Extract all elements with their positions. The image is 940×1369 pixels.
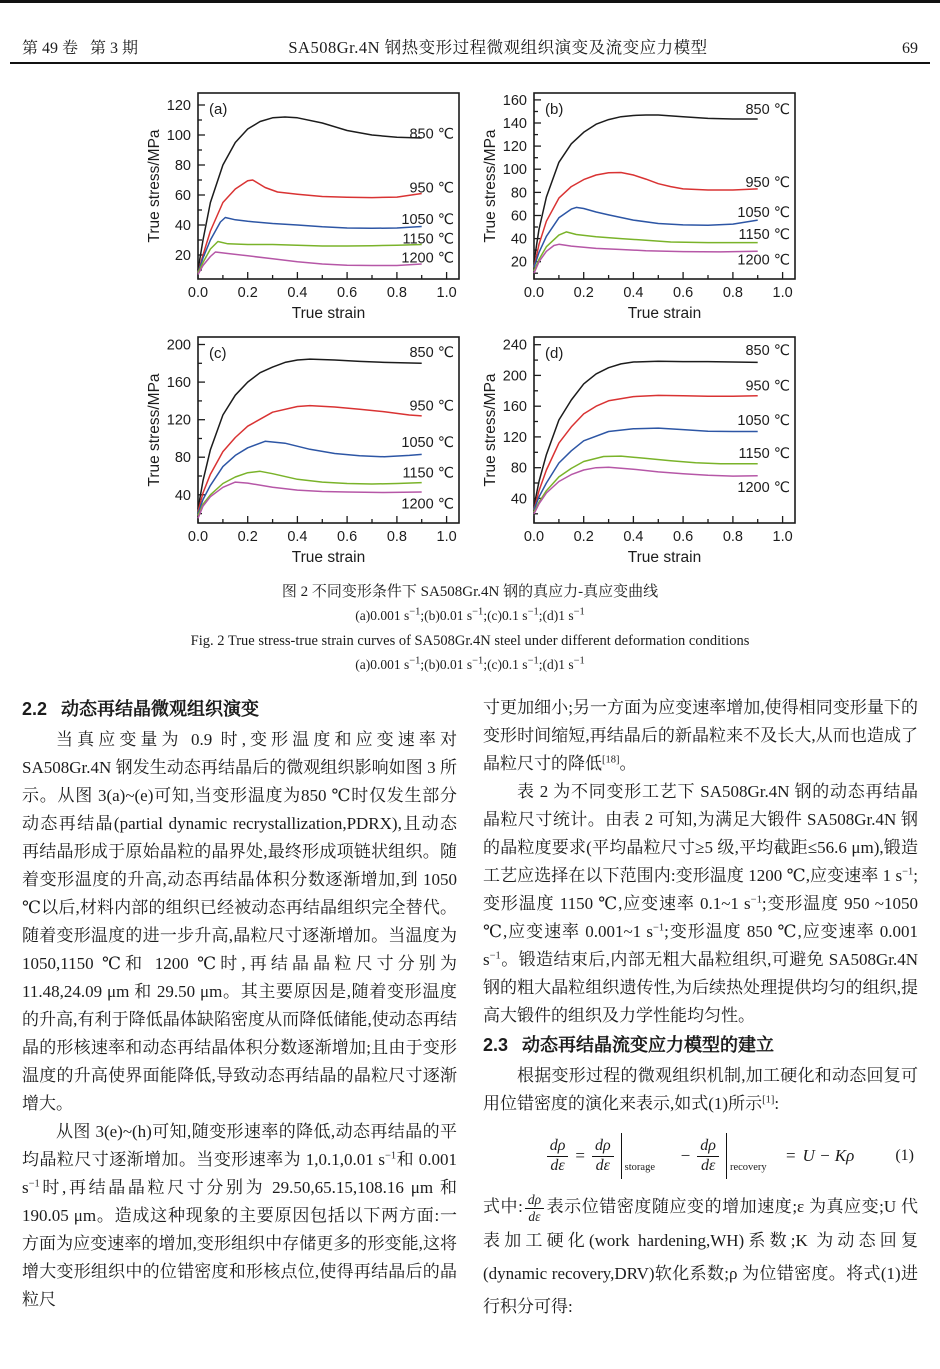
svg-text:0.8: 0.8 xyxy=(386,529,407,545)
figure-2-caption xyxy=(0,580,940,673)
svg-text:True strain: True strain xyxy=(627,549,702,566)
svg-text:60: 60 xyxy=(510,208,527,225)
svg-text:True strain: True strain xyxy=(627,305,702,322)
svg-text:160: 160 xyxy=(502,399,527,416)
svg-text:1200 ℃: 1200 ℃ xyxy=(401,250,454,267)
svg-text:1050 ℃: 1050 ℃ xyxy=(737,205,790,221)
svg-text:160: 160 xyxy=(166,375,191,392)
equation-1-body xyxy=(547,1133,855,1179)
section-2-2-heading xyxy=(22,694,457,724)
section-2-3-heading xyxy=(483,1030,918,1060)
paragraph: 表 2 为不同变形工艺下 SA508Gr.4N 钢的动态再结晶晶粒尺寸统计。由表 2 可知,为满足大锻件 SA508Gr.4N 钢的晶粒度要求(平均晶粒尺寸≥5 级,平均截距≤56.6 μm),锻造工艺应选择在以下范围内:变形温度 1200 ℃,应变速率 1 $s^{-1}$;变形温度 1150 ℃,应变速率 0.1~1 $s^{-1}$;变形温度 950 ~1050 ℃,应变速率 0.001~1 $s^{-1}$;变形温度 850 ℃,应变速率 0.001 $s^{-1}$。锻造结束后,内部无粗大晶粒组织,可避免 SA508Gr.4N 钢的粗大晶粒组织遗传性,为后续热处理提供均匀的组织,提高大锻件的组织及力学性能均匀性。 xyxy=(483,782,918,1025)
svg-text:1.0: 1.0 xyxy=(436,529,457,545)
svg-text:80: 80 xyxy=(510,460,527,477)
svg-text:(a): (a) xyxy=(209,101,228,118)
svg-text:1.0: 1.0 xyxy=(772,529,793,545)
equation-desc-rest: 表示位错密度随应变的增加速度;ε 为真应变;U 代表加工硬化(work hardening,WH)系数;K 为动态回复(dynamic recovery,DRV)软化系数;ρ 为位错密度。将式(1)进行积分可得: xyxy=(483,1197,918,1317)
svg-text:1150 ℃: 1150 ℃ xyxy=(402,465,454,482)
running-title: SA508Gr.4N 钢热变形过程微观组织演变及流变应力模型 xyxy=(288,38,708,57)
svg-text:850 ℃: 850 ℃ xyxy=(745,102,790,119)
equals-sign-2: = xyxy=(785,1146,796,1165)
svg-text:20: 20 xyxy=(174,248,191,264)
svg-text:40: 40 xyxy=(174,487,191,504)
svg-text:1200 ℃: 1200 ℃ xyxy=(737,252,790,269)
svg-text:950 ℃: 950 ℃ xyxy=(409,180,454,197)
svg-text:140: 140 xyxy=(502,116,527,132)
svg-text:0.0: 0.0 xyxy=(523,529,545,545)
svg-text:(d): (d) xyxy=(545,345,564,362)
svg-text:120: 120 xyxy=(502,429,527,446)
svg-text:1150 ℃: 1150 ℃ xyxy=(738,446,790,463)
svg-text:0.2: 0.2 xyxy=(573,285,594,301)
page-number: 69 xyxy=(902,40,918,57)
svg-text:1200 ℃: 1200 ℃ xyxy=(401,496,454,513)
section-2-3-title: 动态再结晶流变应力模型的建立 xyxy=(522,1035,775,1055)
svg-text:40: 40 xyxy=(510,231,527,248)
svg-text:True stress/MPa: True stress/MPa xyxy=(146,129,163,243)
svg-text:0.4: 0.4 xyxy=(623,285,644,301)
caption-conditions-zh: (a)0.001 $s^{-1};(b)0.01$ $s^{-1};(c)0.1$ $s^{-1};(d)1$ $s^{-1}$ xyxy=(355,606,585,623)
page-header xyxy=(22,34,918,58)
svg-text:120: 120 xyxy=(502,139,527,156)
svg-text:1200 ℃: 1200 ℃ xyxy=(737,479,790,496)
svg-text:200: 200 xyxy=(166,337,191,354)
svg-text:(c): (c) xyxy=(209,345,227,362)
equation-rhs: U − Kρ xyxy=(802,1146,855,1165)
equation-description xyxy=(483,1190,918,1323)
evaluated-at-recovery: recovery xyxy=(726,1133,779,1179)
svg-text:850 ℃: 850 ℃ xyxy=(745,343,790,360)
fraction-recovery: $\frac{d\rho}{d\varepsilon}$ xyxy=(697,1137,719,1175)
svg-text:950 ℃: 950 ℃ xyxy=(409,398,454,415)
chart-d-stress-strain xyxy=(482,330,804,567)
caption-en: Fig. 2 True stress-true strain curves of SA508Gr.4N steel under different deformation conditions xyxy=(190,633,750,649)
fraction-lhs: $\frac{d\rho}{d\varepsilon}$ xyxy=(547,1137,569,1175)
right-column xyxy=(483,694,918,1323)
svg-text:100: 100 xyxy=(502,162,527,179)
left-column xyxy=(22,694,457,1323)
svg-text:0.8: 0.8 xyxy=(722,285,743,301)
svg-text:100: 100 xyxy=(166,128,191,144)
svg-text:80: 80 xyxy=(174,158,191,174)
svg-text:0.6: 0.6 xyxy=(337,285,358,301)
svg-text:160: 160 xyxy=(502,92,527,109)
inline-fraction: $\frac{d\rho}{d\varepsilon}$ xyxy=(525,1192,544,1224)
svg-text:1.0: 1.0 xyxy=(436,285,457,301)
equation-number: (1) xyxy=(895,1147,914,1164)
svg-text:0.6: 0.6 xyxy=(673,285,694,301)
paragraph: 从图 3(e)~(h)可知,随变形速率的降低,动态再结晶的平均晶粒尺寸逐渐增加。当变形速率为 1,0.1,0.01 $s^{-1}$和 0.001 $s^{-1}$时,再结晶晶粒尺寸分别为 29.50,65.15,108.16 μm 和 190.05 μm。造成这种现象的主要原因包括以下两方面:一方面为应变速率的增加,变形组织中存储更多的形变能,这将增大变形组织中的位错密度和形核点位,使得再结晶后的晶粒尺 xyxy=(22,1122,458,1309)
svg-text:950 ℃: 950 ℃ xyxy=(745,378,790,395)
svg-text:1050 ℃: 1050 ℃ xyxy=(737,413,790,429)
svg-text:0.4: 0.4 xyxy=(287,285,308,301)
caption-zh: 图 2 不同变形条件下 SA508Gr.4N 钢的真应力-真应变曲线 xyxy=(281,584,659,600)
svg-text:0.0: 0.0 xyxy=(523,285,545,301)
svg-text:80: 80 xyxy=(510,185,527,202)
equals-sign: = xyxy=(575,1146,585,1165)
svg-text:80: 80 xyxy=(174,450,191,467)
svg-text:(b): (b) xyxy=(545,101,564,118)
section-2-2-number: 2.2 xyxy=(22,699,48,719)
svg-text:0.4: 0.4 xyxy=(623,529,644,545)
header-rule xyxy=(10,62,930,64)
fraction-storage: $\frac{d\rho}{d\varepsilon}$ xyxy=(592,1137,614,1175)
section-2-3-number: 2.3 xyxy=(483,1035,509,1055)
section-2-2-title: 动态再结晶微观组织演变 xyxy=(61,699,260,719)
figure-2-charts xyxy=(146,86,804,567)
svg-text:1050 ℃: 1050 ℃ xyxy=(401,435,454,452)
caption-conditions-en: (a)0.001 $s^{-1};(b)0.01$ $s^{-1};(c)0.1$ $s^{-1};(d)1$ $s^{-1}$ xyxy=(355,655,585,672)
body-columns xyxy=(22,694,918,1323)
svg-text:1050 ℃: 1050 ℃ xyxy=(401,212,454,228)
paragraph-continuation: 寸更加细小;另一方面为应变速率增加,使得相同变形量下的变形时间缩短,再结晶后的新晶粒来不及长大,从而也造成了晶粒尺寸的降低[18]。 xyxy=(483,698,918,773)
svg-text:120: 120 xyxy=(166,412,191,429)
chart-a-stress-strain xyxy=(146,86,468,323)
svg-text:0.6: 0.6 xyxy=(337,529,358,545)
svg-text:0.0: 0.0 xyxy=(187,285,209,301)
svg-text:60: 60 xyxy=(174,188,191,204)
svg-text:200: 200 xyxy=(502,368,527,385)
svg-text:0.2: 0.2 xyxy=(573,529,594,545)
paragraph: 当真应变量为 0.9 时,变形温度和应变速率对 SA508Gr.4N 钢发生动态再结晶后的微观组织影响如图 3 所示。从图 3(a)~(e)可知,当变形温度为850 ℃时仅发生部分动态再结晶(partial dynamic recrystallization,PDRX),且动态再结晶形成于原始晶粒的晶界处,最终形成项链状组织。随着变形温度的升高,动态再结晶体积分数逐渐增加,到 1050 ℃以后,材料内部的组织已经被动态再结晶组织完全替代。随着变形温度的进一步升高,晶粒尺寸逐渐增加。当温度为 1050,1150 ℃和 1200 ℃时,再结晶晶粒尺寸分别为 11.48,24.09 μm 和 29.50 μm。其主要原因是,随着变形温度的升高,有利于降低晶体缺陷密度从而降低储能,使动态再结晶的形核速率和动态再结晶体积分数逐渐增加;且由于变形温度的升高使界面能降低,导致动态再结晶的晶粒尺寸逐渐增大。 xyxy=(22,730,457,1113)
svg-text:0.8: 0.8 xyxy=(386,285,407,301)
svg-text:0.0: 0.0 xyxy=(187,529,209,545)
svg-text:True stress/MPa: True stress/MPa xyxy=(482,373,499,487)
equation-desc-prefix: 式中: xyxy=(483,1197,523,1216)
chart-c-stress-strain xyxy=(146,330,468,567)
svg-text:True strain: True strain xyxy=(291,549,366,566)
volume-issue: 第 49 卷 第 3 期 xyxy=(22,40,139,57)
svg-text:850 ℃: 850 ℃ xyxy=(409,126,454,143)
svg-text:240: 240 xyxy=(502,337,527,354)
chart-b-stress-strain xyxy=(482,86,804,323)
scan-edge xyxy=(0,0,940,3)
minus-sign: − xyxy=(680,1146,691,1165)
equation-1 xyxy=(483,1128,918,1184)
svg-text:0.2: 0.2 xyxy=(237,285,258,301)
svg-text:1150 ℃: 1150 ℃ xyxy=(738,226,790,243)
svg-text:True stress/MPa: True stress/MPa xyxy=(146,373,163,487)
svg-text:1.0: 1.0 xyxy=(772,285,793,301)
svg-text:1150 ℃: 1150 ℃ xyxy=(402,231,454,248)
svg-text:120: 120 xyxy=(166,98,191,114)
svg-text:True strain: True strain xyxy=(291,305,366,322)
svg-text:950 ℃: 950 ℃ xyxy=(745,175,790,191)
svg-text:0.6: 0.6 xyxy=(673,529,694,545)
svg-text:0.2: 0.2 xyxy=(237,529,258,545)
paragraph: 根据变形过程的微观组织机制,加工硬化和动态回复可用位错密度的演化来表示,如式(1)所示[1]: xyxy=(483,1066,918,1113)
svg-text:20: 20 xyxy=(510,254,527,271)
svg-text:40: 40 xyxy=(510,491,527,508)
svg-text:0.8: 0.8 xyxy=(722,529,743,545)
svg-text:40: 40 xyxy=(174,218,191,234)
svg-text:850 ℃: 850 ℃ xyxy=(409,345,454,361)
svg-text:0.4: 0.4 xyxy=(287,529,308,545)
evaluated-at-storage: storage xyxy=(621,1133,674,1179)
svg-text:True stress/MPa: True stress/MPa xyxy=(482,129,499,243)
